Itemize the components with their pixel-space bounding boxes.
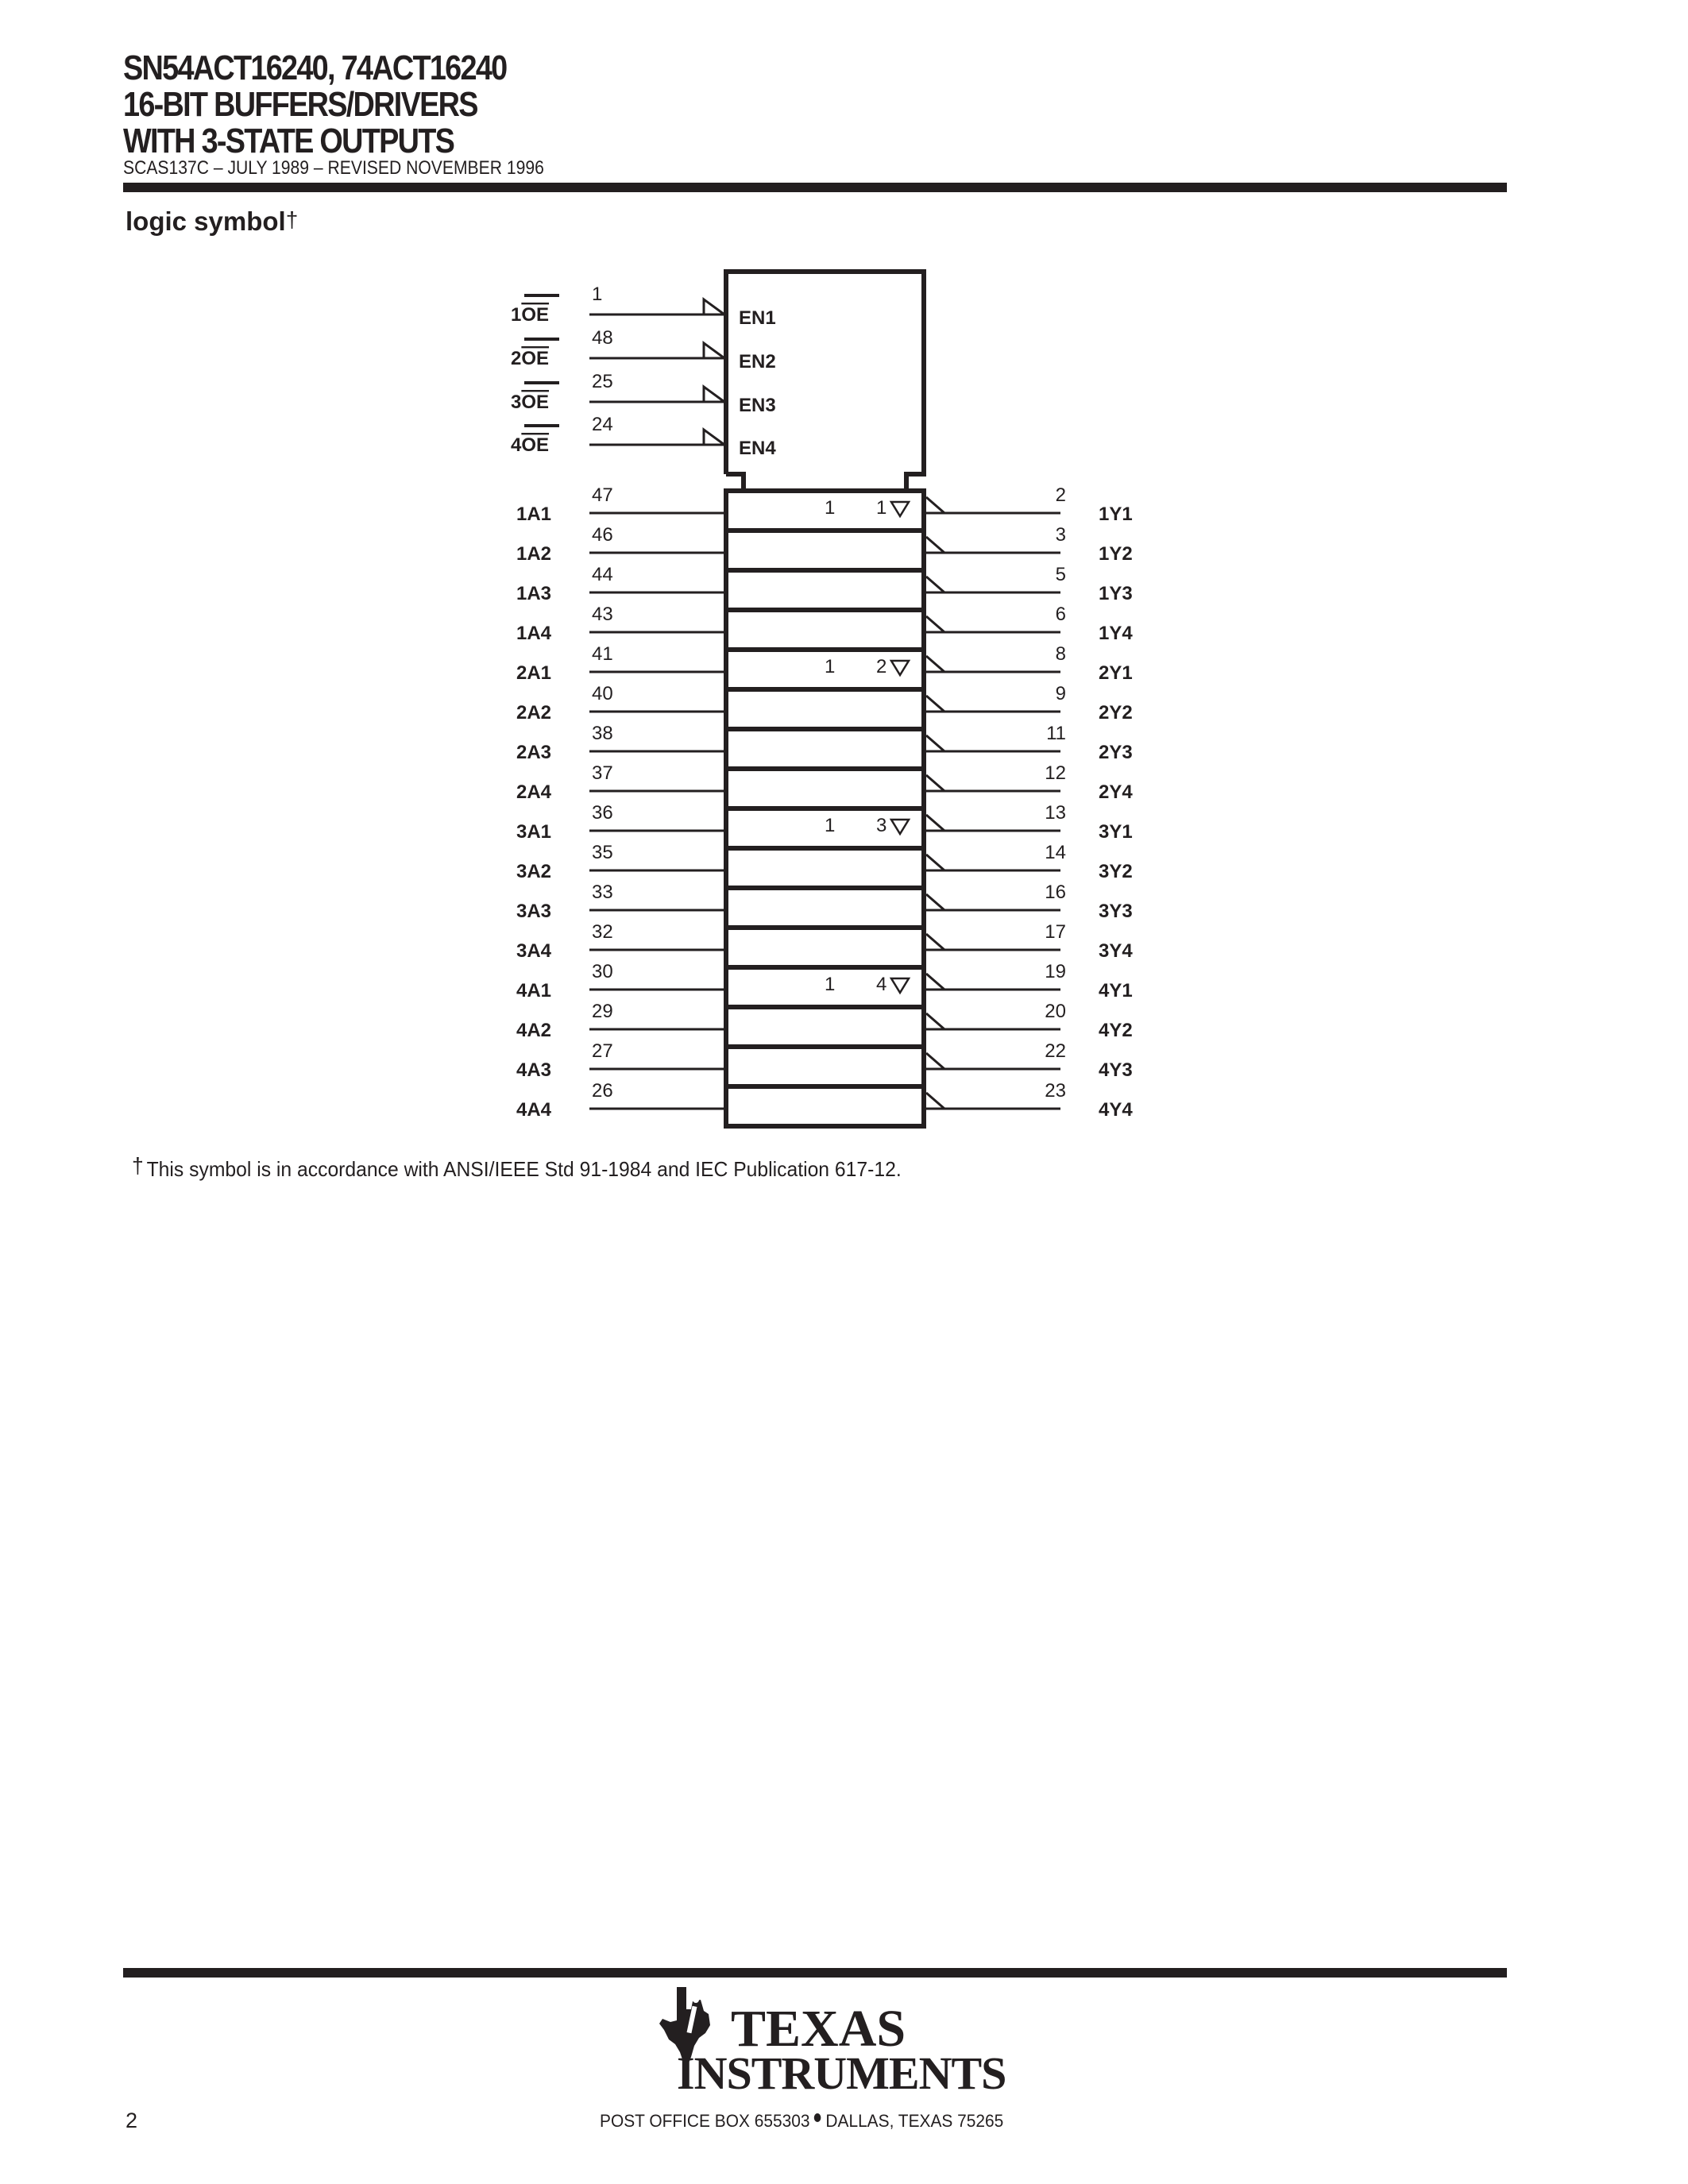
output-pin-number: 17: [1045, 921, 1066, 943]
enable-pin-number: 24: [592, 414, 613, 435]
output-signal-label: 4Y1: [1099, 980, 1133, 1001]
footnote-text: This symbol is in accordance with ANSI/IEEE Std 91-1984 and IEC Publication 617-12.: [146, 1157, 902, 1181]
negation-indicator-icon: [926, 775, 944, 791]
output-signal-label: 3Y3: [1099, 901, 1133, 922]
input-signal-label: 4A4: [516, 1099, 552, 1121]
input-signal-label: 1A4: [516, 623, 552, 644]
enable-reference: 4: [876, 974, 887, 995]
negation-indicator-icon: [926, 497, 944, 513]
input-pin-number: 33: [592, 882, 613, 903]
input-signal-label: 3A4: [516, 940, 552, 962]
negation-indicator-icon: [926, 656, 944, 672]
buffer-cell: [726, 531, 924, 570]
negation-indicator-icon: [926, 855, 944, 870]
active-low-indicator-icon: [704, 343, 724, 358]
output-pin-number: 9: [1055, 683, 1066, 704]
input-signal-label: 1A2: [516, 543, 552, 565]
output-pin-number: 20: [1045, 1001, 1066, 1022]
negation-indicator-icon: [926, 616, 944, 632]
enable-pin-number: 1: [592, 284, 603, 305]
active-low-indicator-icon: [704, 299, 724, 314]
buffer-cell: [726, 610, 924, 650]
bullet-icon: [814, 2113, 821, 2122]
enable-reference: 3: [876, 815, 887, 836]
input-pin-number: 41: [592, 643, 613, 665]
output-pin-number: 16: [1045, 882, 1066, 903]
enable-label: EN3: [739, 395, 776, 416]
input-signal-label: 2A1: [516, 662, 552, 684]
output-signal-label: 2Y1: [1099, 662, 1133, 684]
negation-indicator-icon: [926, 1013, 944, 1029]
enable-reference: 2: [876, 656, 887, 677]
input-signal-label: 2A2: [516, 702, 552, 723]
three-state-output-icon: [891, 820, 909, 834]
output-signal-label: 3Y4: [1099, 940, 1133, 962]
buffer-qualifier: 1: [825, 815, 836, 836]
output-signal-label: 1Y2: [1099, 543, 1133, 565]
output-pin-number: 22: [1045, 1040, 1066, 1062]
input-pin-number: 44: [592, 564, 613, 585]
enable-reference: 1: [876, 497, 887, 519]
input-signal-label: 1A1: [516, 504, 552, 525]
input-signal-label: 4A3: [516, 1059, 552, 1081]
enable-label: EN1: [739, 307, 776, 329]
enable-pin-number: 48: [592, 327, 613, 349]
output-signal-label: 2Y3: [1099, 742, 1133, 763]
enable-label: EN4: [739, 438, 776, 459]
input-pin-number: 47: [592, 484, 613, 506]
footer-rule: [123, 1968, 1507, 1978]
negation-indicator-icon: [926, 894, 944, 910]
output-signal-label: 2Y4: [1099, 781, 1133, 803]
buffer-cell: [726, 729, 924, 769]
input-pin-number: 26: [592, 1080, 613, 1102]
enable-pin-number: 25: [592, 371, 613, 392]
output-pin-number: 2: [1055, 484, 1066, 506]
buffer-cell: [726, 689, 924, 729]
output-signal-label: 1Y1: [1099, 504, 1133, 525]
doc-id-line: SCAS137C – JULY 1989 – REVISED NOVEMBER 1996: [123, 157, 544, 179]
output-signal-label: 1Y4: [1099, 623, 1133, 644]
buffer-cell: [726, 928, 924, 967]
input-signal-label: 4A2: [516, 1020, 552, 1041]
output-pin-number: 8: [1055, 643, 1066, 665]
section-heading-text: logic symbol: [126, 206, 286, 236]
buffer-cell: [726, 1047, 924, 1086]
negation-indicator-icon: [926, 934, 944, 950]
negation-indicator-icon: [926, 537, 944, 553]
enable-signal-label: 3OE: [511, 392, 550, 413]
enable-signal-label: 2OE: [511, 348, 550, 369]
three-state-output-icon: [891, 661, 909, 675]
output-signal-label: 4Y2: [1099, 1020, 1133, 1041]
enable-label: EN2: [739, 351, 776, 372]
buffer-cell: [726, 570, 924, 610]
output-pin-number: 23: [1045, 1080, 1066, 1102]
input-signal-label: 3A2: [516, 861, 552, 882]
output-signal-label: 4Y4: [1099, 1099, 1133, 1121]
doc-title-line-3: WITH 3-STATE OUTPUTS: [123, 122, 454, 160]
enable-signal-label: 1OE: [511, 304, 550, 326]
input-signal-label: 3A3: [516, 901, 552, 922]
output-signal-label: 3Y1: [1099, 821, 1133, 843]
logo-texas: TEXAS: [731, 2000, 906, 2058]
buffer-qualifier: 1: [825, 974, 836, 995]
texas-instruments-logo: [635, 1985, 1006, 2099]
logo-instruments: INSTRUMENTS: [677, 2047, 1006, 2099]
footnote-dagger: †: [132, 1153, 144, 1178]
input-signal-label: 4A1: [516, 980, 552, 1001]
buffer-cell: [726, 888, 924, 928]
negation-indicator-icon: [926, 1053, 944, 1069]
output-pin-number: 19: [1045, 961, 1066, 982]
dagger-mark: †: [285, 207, 299, 232]
input-pin-number: 35: [592, 842, 613, 863]
address-city: DALLAS, TEXAS 75265: [825, 2111, 1004, 2131]
input-pin-number: 40: [592, 683, 613, 704]
enable-signal-label: 4OE: [511, 434, 550, 456]
output-pin-number: 14: [1045, 842, 1066, 863]
address-po-box: POST OFFICE BOX 655303: [600, 2111, 810, 2131]
output-pin-number: 3: [1055, 524, 1066, 546]
active-low-indicator-icon: [704, 430, 724, 445]
output-pin-number: 5: [1055, 564, 1066, 585]
buffer-qualifier: 1: [825, 656, 836, 677]
negation-indicator-icon: [926, 696, 944, 712]
output-pin-number: 6: [1055, 604, 1066, 625]
footer-address: [600, 2113, 1003, 2130]
three-state-output-icon: [891, 978, 909, 993]
input-pin-number: 43: [592, 604, 613, 625]
input-signal-label: 1A3: [516, 583, 552, 604]
input-pin-number: 38: [592, 723, 613, 744]
output-pin-number: 13: [1045, 802, 1066, 824]
buffer-cell: [726, 848, 924, 888]
input-pin-number: 36: [592, 802, 613, 824]
doc-title-line-2: 16-BIT BUFFERS/DRIVERS: [123, 85, 477, 124]
input-pin-number: 37: [592, 762, 613, 784]
buffer-qualifier: 1: [825, 497, 836, 519]
footnote: [132, 1153, 902, 1181]
three-state-output-icon: [891, 502, 909, 516]
negation-indicator-icon: [926, 1093, 944, 1109]
negation-indicator-icon: [926, 735, 944, 751]
buffer-cell: [726, 1086, 924, 1126]
input-pin-number: 29: [592, 1001, 613, 1022]
negation-indicator-icon: [926, 577, 944, 592]
active-low-indicator-icon: [704, 387, 724, 402]
input-signal-label: 2A3: [516, 742, 552, 763]
input-pin-number: 32: [592, 921, 613, 943]
negation-indicator-icon: [926, 815, 944, 831]
negation-indicator-icon: [926, 974, 944, 990]
output-signal-label: 2Y2: [1099, 702, 1133, 723]
input-pin-number: 46: [592, 524, 613, 546]
input-signal-label: 3A1: [516, 821, 552, 843]
output-signal-label: 4Y3: [1099, 1059, 1133, 1081]
output-pin-number: 11: [1046, 723, 1066, 744]
output-signal-label: 3Y2: [1099, 861, 1133, 882]
buffer-cell: [726, 769, 924, 808]
buffer-cell: [726, 1007, 924, 1047]
input-pin-number: 27: [592, 1040, 613, 1062]
doc-title-line-1: SN54ACT16240, 74ACT16240: [123, 48, 507, 87]
output-signal-label: 1Y3: [1099, 583, 1133, 604]
page-number: 2: [126, 2109, 138, 2132]
output-pin-number: 12: [1045, 762, 1066, 784]
input-signal-label: 2A4: [516, 781, 552, 803]
input-pin-number: 30: [592, 961, 613, 982]
